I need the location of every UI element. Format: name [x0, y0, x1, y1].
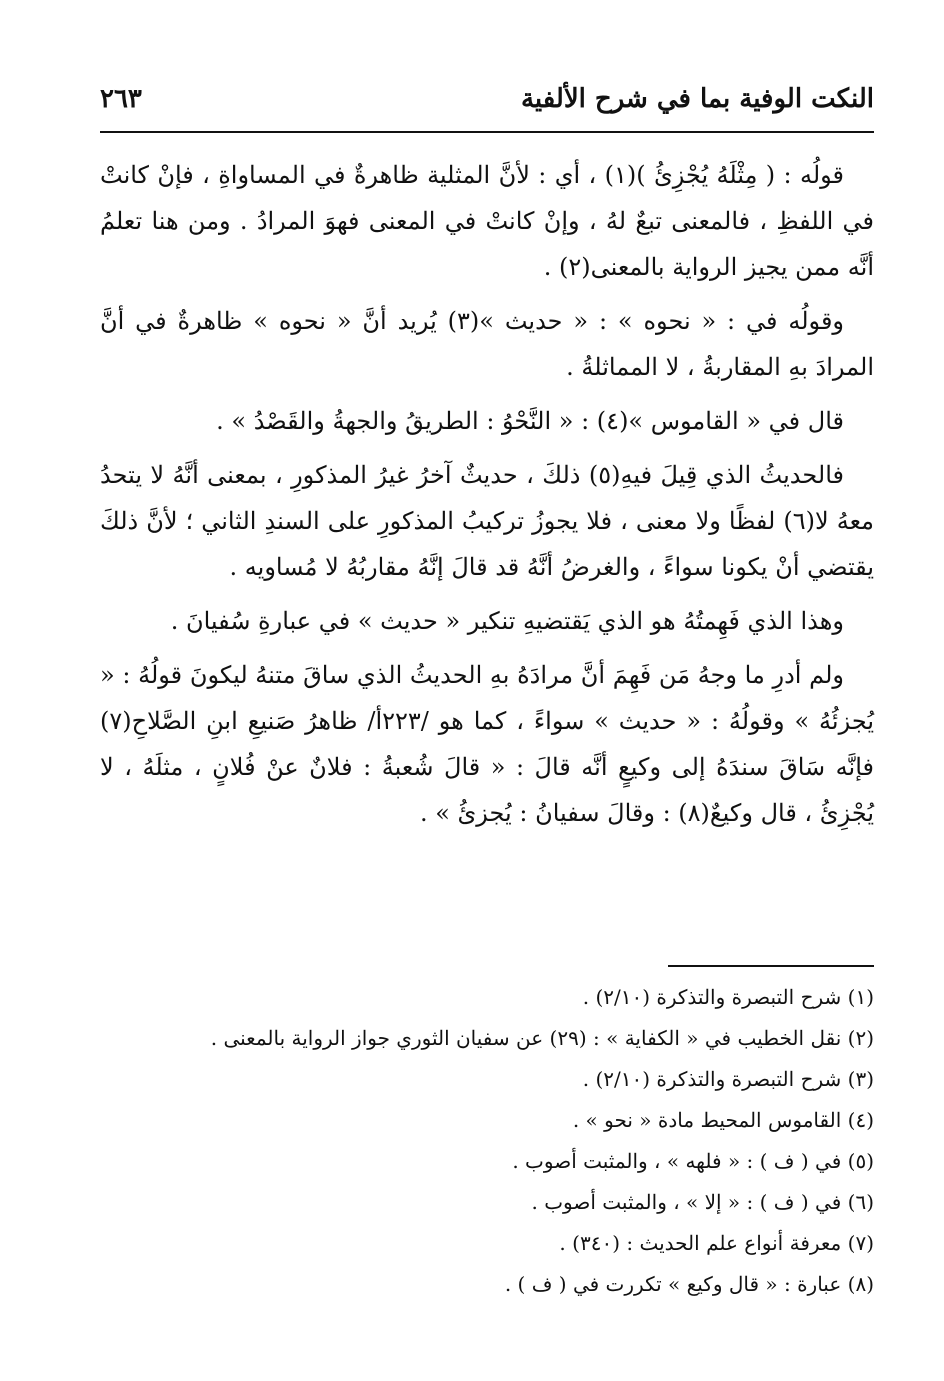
- paragraph: ولم أدرِ ما وجهُ مَن فَهِمَ أنَّ مرادَهُ بهِ الحديثُ الذي ساقَ متنهُ ليكونَ قولُهُ : « يُجزئُهُ » وقولُهُ : « حديث » سواءً ، كما هو /٢٢٣أ/ ظاهرُ صَنيعِ ابنِ الصَّلاحِ(٧) فإنَّه سَاقَ سندَهُ إلى وكيعٍ أنَّه قالَ : « قالَ شُعبةُ : فلانٌ عنْ فُلانٍ ، مثلَهُ ، لا يُجْزِئُ ، قال وكيعٌ(٨) : وقالَ سفيانُ : يُجزئُ » .: [100, 661, 874, 827]
- paragraph: قال في « القاموس »(٤) : « النَّحْوُ : الطريقُ والجهةُ والقَصْدُ » .: [216, 407, 844, 435]
- paragraph: قولُه : ( مِثْلَهُ يُجْزِئُ )(١) ، أي : لأنَّ المثلية ظاهرةٌ في المساواةِ ، فإنْ كانتْ في اللفظِ ، فالمعنى تبعٌ لهُ ، وإنْ كانتْ في المعنى فهوَ المرادُ . ومن هنا تعلمُ أنَّه ممن يجيز الرواية بالمعنى(٢) .: [100, 161, 874, 281]
- footnote: (٣) شرح التبصرة والتذكرة (٢/١٠) .: [582, 1067, 874, 1091]
- footnote: (٦) في ( ف ) : « إلا » ، والمثبت أصوب .: [531, 1190, 874, 1214]
- header-rule: [100, 131, 874, 133]
- main-text: [100, 152, 874, 844]
- footnote: (١) شرح التبصرة والتذكرة (٢/١٠) .: [582, 985, 874, 1009]
- footnote: (٥) في ( ف ) : « فلهه » ، والمثبت أصوب .: [512, 1149, 874, 1173]
- footnote: (٤) القاموس المحيط مادة « نحو » .: [572, 1108, 874, 1132]
- paragraph: وقولُه في : « نحوه » : « حديث »(٣) يُريد أنَّ « نحوه » ظاهرةٌ في أنَّ المرادَ بهِ المقاربةُ ، لا المماثلةُ .: [100, 307, 874, 381]
- footnotes: [100, 985, 874, 1313]
- running-title: النكت الوفية بما في شرح الألفية: [520, 84, 874, 114]
- paragraph: فالحديثُ الذي قِيلَ فيهِ(٥) ذلكَ ، حديثٌ آخرُ غيرُ المذكورِ ، بمعنى أنَّهُ لا يتحدُ معهُ لا(٦) لفظًا ولا معنى ، فلا يجوزُ تركيبُ المذكورِ على السندِ الثاني ؛ لأنَّ ذلكَ يقتضي أنْ يكونا سواءً ، والغرضُ أنَّهُ قد قالَ إنَّهُ مقاربُهُ لا مُساويه .: [100, 461, 875, 581]
- footnote: (٧) معرفة أنواع علم الحديث : (٣٤٠) .: [559, 1231, 874, 1255]
- paragraph: وهذا الذي فَهِمتُهُ هو الذي يَقتضيهِ تنكير « حديث » في عبارةِ سُفيانَ .: [170, 607, 844, 635]
- page-header: [100, 78, 874, 130]
- footnote-separator: [668, 965, 874, 967]
- footnote: (٢) نقل الخطيب في « الكفاية » : (٢٩) عن سفيان الثوري جواز الرواية بالمعنى .: [210, 1026, 874, 1050]
- footnote: (٨) عبارة : « قال وكيع » تكررت في ( ف ) .: [504, 1272, 874, 1296]
- page-number: ٢٦٣: [100, 84, 142, 114]
